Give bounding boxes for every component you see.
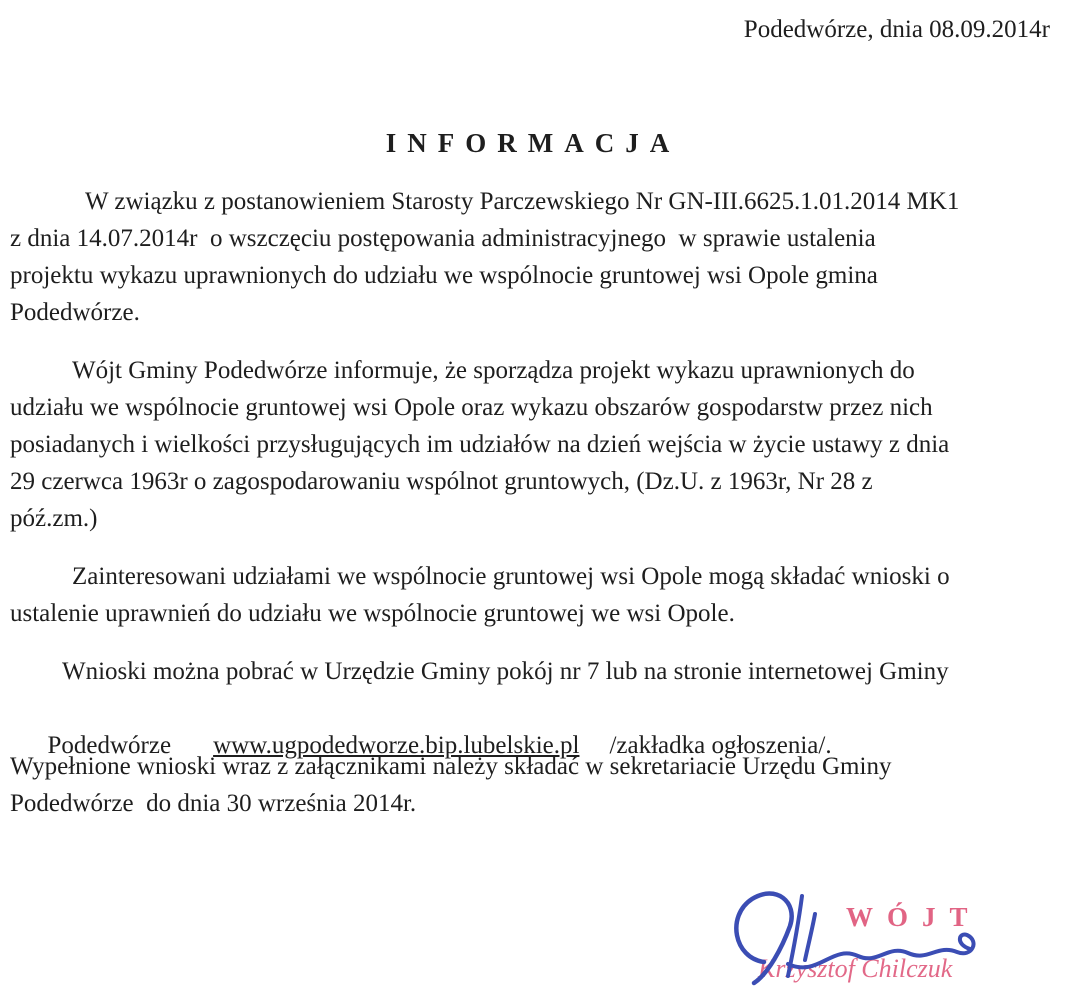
text-segment: /zakładka ogłoszenia/. — [609, 732, 832, 759]
text-line: Wypełnione wnioski wraz z załącznikami należy składać w sekretariacie Urzędu Gminy — [10, 753, 892, 780]
handwritten-signature-icon — [718, 884, 1018, 994]
text-line: Wójt Gminy Podedwórze informuje, że sporządza projekt wykazu uprawnionych do — [72, 357, 915, 384]
paragraph-2 — [10, 352, 1054, 537]
stamp-name: Krzysztof Chilczuk — [758, 954, 953, 983]
text-line: projektu wykazu uprawnionych do udziału we wspólnocie gruntowej wsi Opole gmina — [10, 262, 878, 289]
text-line: ustalenie uprawnień do udziału we wspólnocie gruntowej we wsi Opole. — [10, 600, 735, 627]
paragraph-4 — [10, 653, 1054, 759]
document-body — [10, 183, 1054, 843]
stamp-title: WÓJT — [846, 902, 982, 932]
text-segment: Podedwórze — [47, 732, 172, 759]
text-line: Podedwórze. — [10, 299, 140, 326]
text-line: posiadanych i wielkości przysługujących im udziałów na dzień wejścia w życie ustawy z dnia — [10, 431, 950, 458]
paragraph-3 — [10, 558, 1054, 632]
text-line: Wnioski można pobrać w Urzędzie Gminy pokój nr 7 lub na stronie internetowej Gminy — [62, 658, 949, 685]
paragraph-5 — [10, 748, 1054, 822]
text-line: W związku z postanowieniem Starosty Parczewskiego Nr GN-III.6625.1.01.2014 MK1 — [85, 188, 960, 215]
text-line: Zainteresowani udziałami we wspólnocie gruntowej wsi Opole mogą składać wnioski o — [72, 563, 950, 590]
dateline: Podedwórze, dnia 08.09.2014r — [743, 16, 1050, 43]
signature-block — [700, 882, 1060, 993]
paragraph-1 — [10, 183, 1054, 331]
text-line: z dnia 14.07.2014r o wszczęciu postępowania administracyjnego w sprawie ustalenia — [10, 225, 876, 252]
text-line: Podedwórze do dnia 30 września 2014r. — [10, 790, 417, 817]
text-line — [10, 690, 1054, 759]
document-title: INFORMACJA — [385, 128, 681, 158]
text-line: póź.zm.) — [10, 505, 98, 532]
text-line: udziału we wspólnocie gruntowej wsi Opole oraz wykazu obszarów gospodarstw przez nich — [10, 394, 933, 421]
website-url: www.ugpodedworze.bip.lubelskie.pl — [213, 732, 580, 759]
text-line: 29 czerwca 1963r o zagospodarowaniu wspólnot gruntowych, (Dz.U. z 1963r, Nr 28 z — [10, 468, 873, 495]
